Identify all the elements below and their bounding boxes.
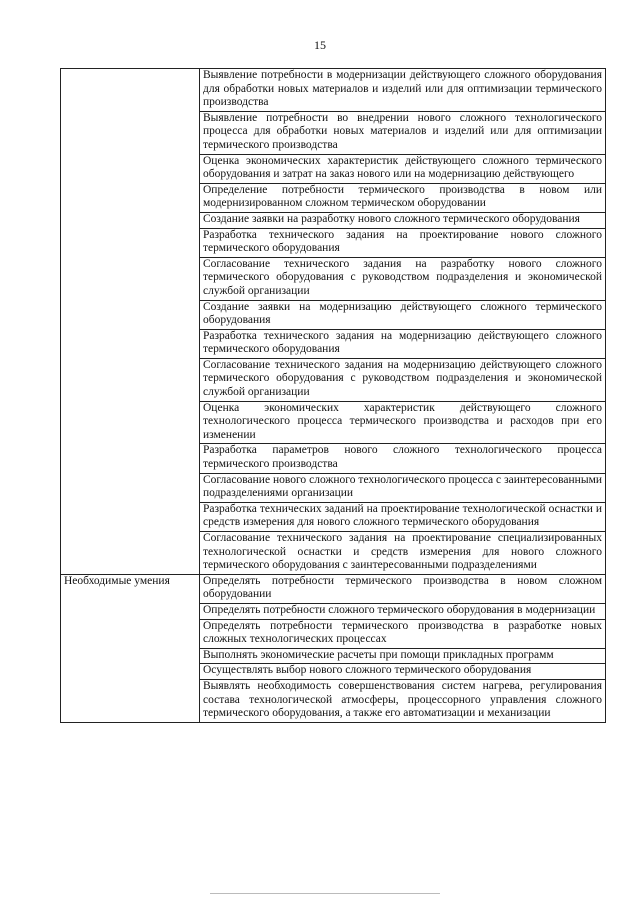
page-bottom-rule xyxy=(210,893,440,894)
labor-action-item: Оценка экономических характеристик действующего сложного технологического процесса термического производства и расходов при его изменении xyxy=(200,401,606,444)
labor-action-item: Согласование технического задания на проектирование специализированных технологической оснастки и средств измерения для нового сложного термического оборудования с заинтересованными подразделениями xyxy=(200,532,606,575)
labor-action-item: Согласование технического задания на модернизацию действующего сложного термического оборудования с руководством подразделения и экономической службой организации xyxy=(200,358,606,401)
labor-action-item: Оценка экономических характеристик действующего сложного термического оборудования и затрат на заказ нового или на модернизацию действующего xyxy=(200,154,606,183)
skill-item: Выполнять экономические расчеты при помощи прикладных программ xyxy=(200,648,606,664)
skill-item: Определять потребности термического производства в новом сложном оборудовании xyxy=(200,574,606,603)
page-number: 15 xyxy=(314,38,326,52)
skills-label: Необходимые умения xyxy=(61,574,200,722)
labor-action-item: Согласование технического задания на разработку нового сложного термического оборудования с руководством подразделения и экономической службой организации xyxy=(200,257,606,300)
labor-actions-label-cell xyxy=(61,69,200,575)
labor-action-item: Разработка технического задания на модернизацию действующего сложного термического оборудования xyxy=(200,329,606,358)
labor-action-item: Согласование нового сложного технологического процесса с заинтересованными подразделениями организации xyxy=(200,473,606,502)
skill-item: Осуществлять выбор нового сложного термического оборудования xyxy=(200,664,606,680)
labor-action-item: Определение потребности термического производства в новом или модернизированном сложном термическом оборудовании xyxy=(200,183,606,212)
labor-action-item: Разработка параметров нового сложного технологического процесса термического производства xyxy=(200,444,606,473)
labor-action-item: Создание заявки на модернизацию действующего сложного термического оборудования xyxy=(200,300,606,329)
skill-item: Выявлять необходимость совершенствования систем нагрева, регулирования состава технологической атмосферы, процессорного управления сложного термического оборудования, а также его автоматизации и механизации xyxy=(200,679,606,722)
labor-action-item: Разработка технических заданий на проектирование технологической оснастки и средств измерения для нового сложного термического оборудования xyxy=(200,502,606,531)
labor-actions-section xyxy=(61,69,606,575)
labor-action-item: Разработка технического задания на проектирование нового сложного термического оборудования xyxy=(200,228,606,257)
skills-section xyxy=(61,574,606,722)
skill-item: Определять потребности сложного термического оборудования в модернизации xyxy=(200,603,606,619)
labor-action-item: Выявление потребности в модернизации действующего сложного оборудования для обработки новых материалов и изделий или для оптимизации термического производства xyxy=(200,69,606,112)
skill-item: Определять потребности термического производства в разработке новых сложных технологических процессах xyxy=(200,619,606,648)
table-row xyxy=(61,574,606,603)
labor-action-item: Создание заявки на разработку нового сложного термического оборудования xyxy=(200,212,606,228)
requirements-table xyxy=(60,68,606,723)
table-row xyxy=(61,69,606,112)
labor-action-item: Выявление потребности во внедрении нового сложного технологического процесса для обработки новых материалов и изделий или для оптимизации термического производства xyxy=(200,111,606,154)
